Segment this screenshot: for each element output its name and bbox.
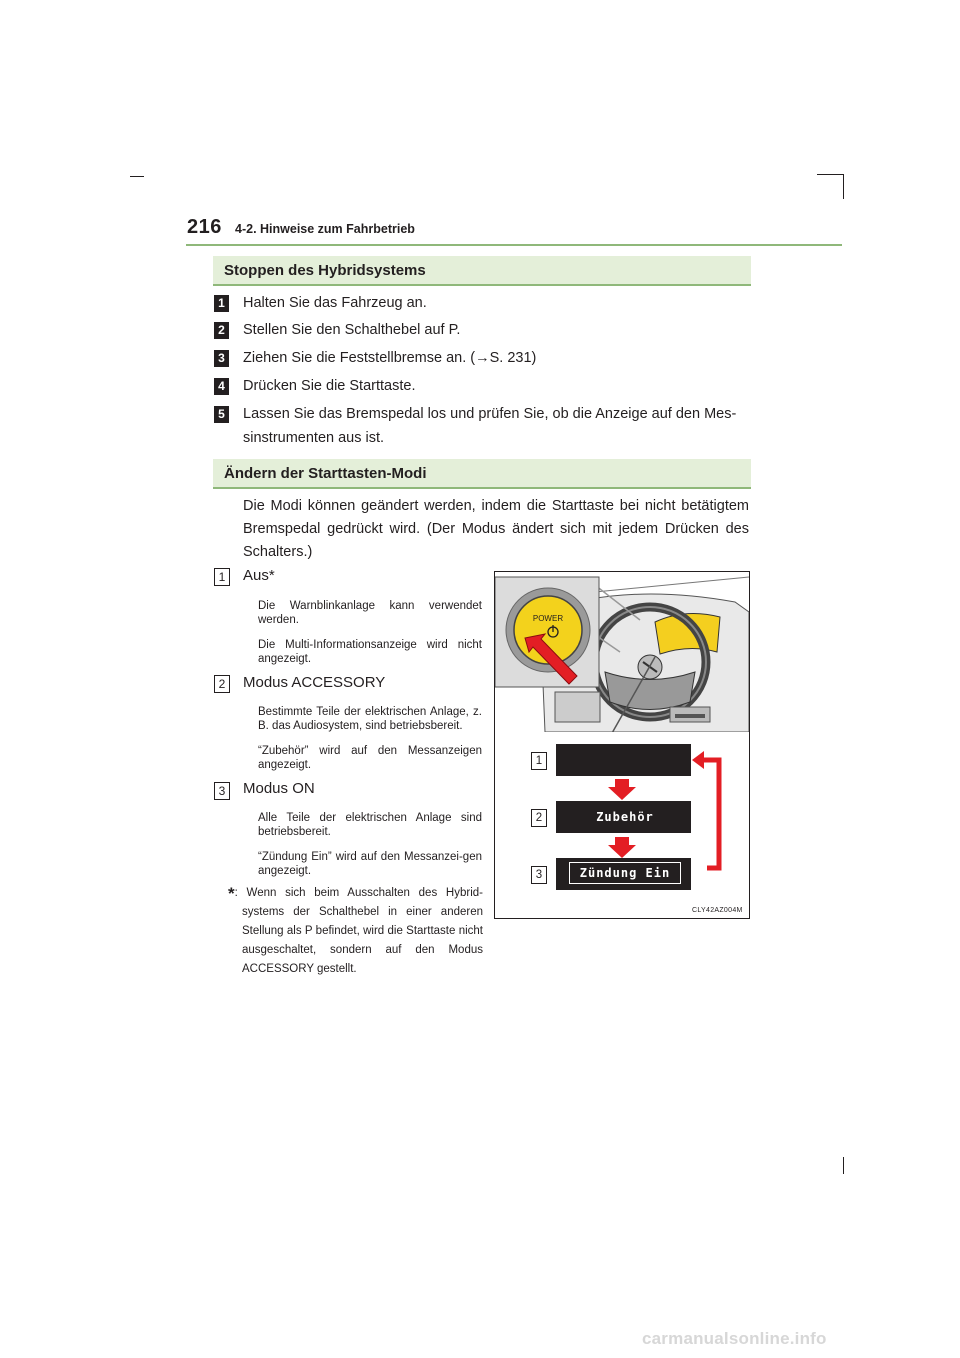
step-number: 1 [214, 295, 229, 312]
mode-title: Aus* [243, 567, 275, 584]
crop-mark-top-left [130, 176, 144, 177]
mode-description: Die Warnblinkanlage kann verwendet werden. [258, 600, 482, 626]
step-text: Lassen Sie das Bremspedal los und prüfen Sie, ob die Anzeige auf den Mes- [243, 406, 737, 422]
step-text: Drücken Sie die Starttaste. [243, 378, 416, 394]
header-rule [186, 244, 842, 246]
mode-number: 2 [214, 675, 230, 693]
footnote-mark: * [228, 884, 235, 903]
crop-mark-top-right-h [817, 174, 844, 175]
crop-mark-bottom-right [843, 1157, 844, 1174]
figure-number: 3 [531, 866, 547, 884]
footnote-text: : Wenn sich beim Ausschalten des Hybrid-systems der Schalthebel in einer anderen Stellung als P befindet, wird die Starttaste nicht ausgeschaltet, sondern auf den Modus ACCESSORY gestellt. [234, 887, 483, 975]
intro-paragraph: Die Modi können geändert werden, indem die Starttaste bei nicht betätigtem Bremspedal gedrückt wird. (Der Modus ändert sich mit jedem Drücken des Schalters.) [243, 498, 749, 560]
step-text: Stellen Sie den Schalthebel auf P. [243, 322, 461, 338]
mode-number: 3 [214, 782, 230, 800]
crop-mark-top-right-v [843, 174, 844, 199]
step-number: 5 [214, 406, 229, 423]
figure-number: 1 [531, 752, 547, 770]
mode-description: Die Multi-Informationsanzeige wird nicht angezeigt. [258, 639, 482, 665]
mode-description: “Zubehör” wird auf den Messanzeigen angezeigt. [258, 745, 482, 771]
display-mode-off [556, 744, 691, 776]
mode-description: Bestimmte Teile der elektrischen Anlage, z. B. das Audiosystem, sind betriebsbereit. [258, 706, 482, 732]
step-number: 3 [214, 350, 229, 367]
display-on-text: Zündung Ein [569, 862, 681, 884]
watermark: carmanualsonline.info [642, 1329, 827, 1348]
mode-title: Modus ACCESSORY [243, 674, 386, 691]
mode-description: “Zündung Ein” wird auf den Messanzei-gen angezeigt. [258, 851, 482, 877]
step-number: 2 [214, 322, 229, 339]
mode-title: Modus ON [243, 780, 315, 797]
step-number: 4 [214, 378, 229, 395]
step-text-continued: sinstrumenten aus ist. [243, 430, 385, 446]
power-button-label: POWER [532, 614, 564, 623]
step-text: Halten Sie das Fahrzeug an. [243, 295, 427, 311]
chapter-title: 4-2. Hinweise zum Fahrbetrieb [235, 222, 415, 236]
display-accessory-text: Zubehör [596, 810, 654, 824]
figure-number: 2 [531, 809, 547, 827]
mode-number: 1 [214, 568, 230, 586]
step-text: Ziehen Sie die Feststellbremse an. (→S. 231) [243, 350, 537, 366]
section-heading-stop: Stoppen des Hybridsystems [213, 256, 751, 286]
page-number: 216 [187, 216, 222, 238]
footnote [228, 884, 483, 979]
figure-code: CLY42AZ004M [692, 907, 743, 914]
section-heading-modes: Ändern der Starttasten-Modi [213, 459, 751, 489]
mode-description: Alle Teile der elektrischen Anlage sind betriebsbereit. [258, 812, 482, 838]
